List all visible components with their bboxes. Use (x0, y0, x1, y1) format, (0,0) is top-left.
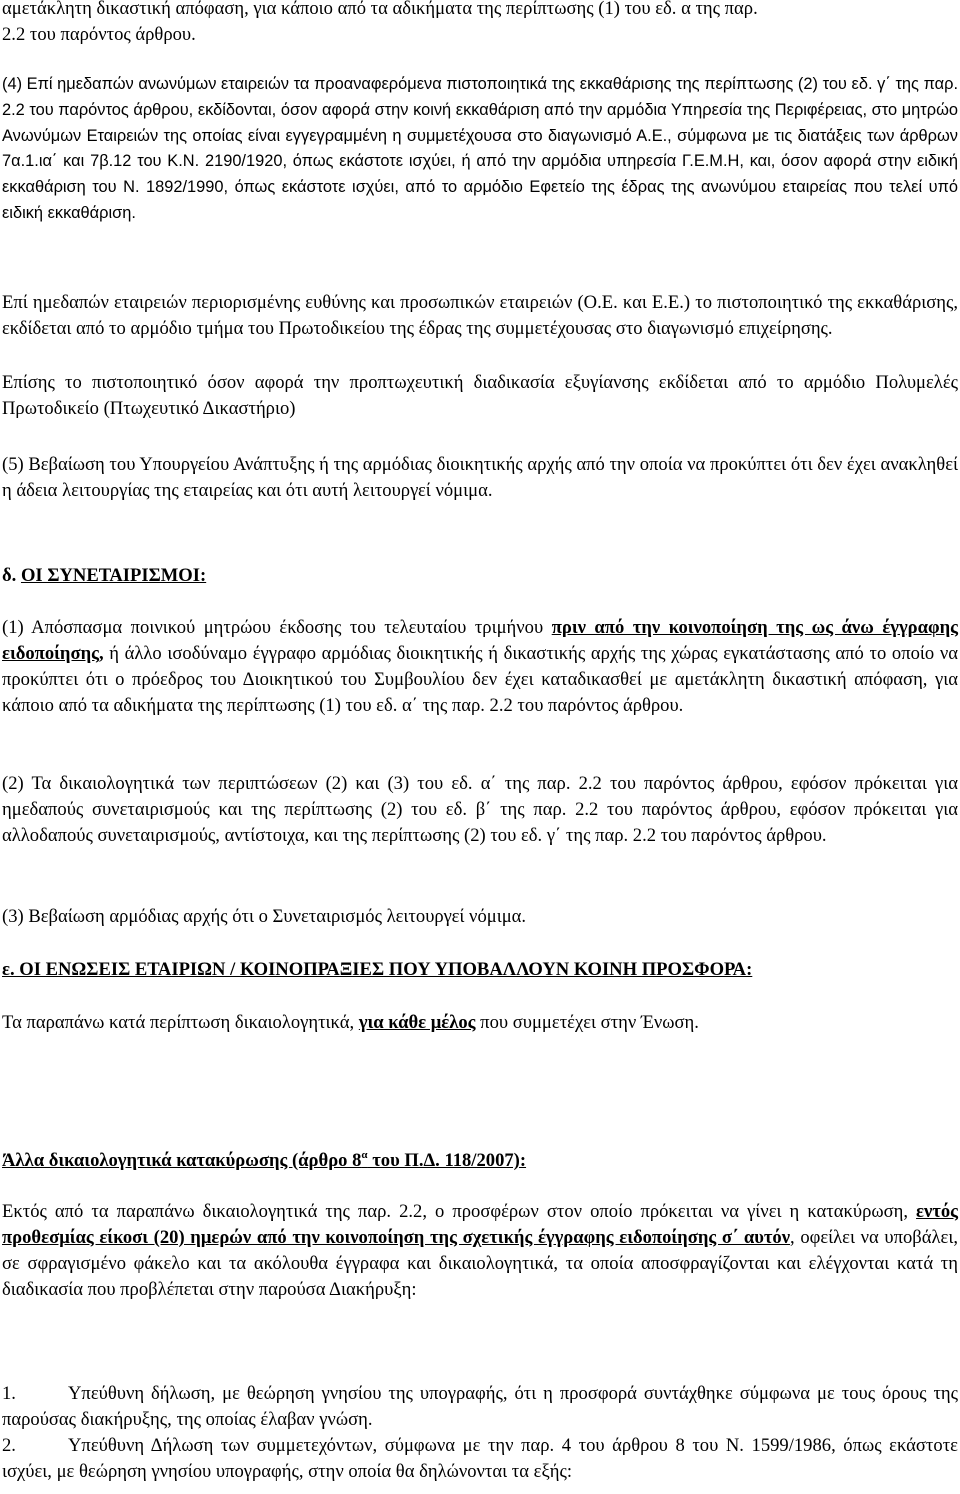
award-intro-start: Εκτός από τα παραπάνω δικαιολογητικά της παρ. 2.2, ο προσφέρων στον οποίο πρόκειται να γίνει η κατακύρωση, (2, 1201, 917, 1222)
paragraph-coop-1 (2, 615, 958, 719)
coop-1-text-start: (1) Απόσπασμα ποινικού μητρώου έκδοσης του τελευταίου τριμήνου (2, 617, 552, 638)
section-heading-award-documents (2, 1148, 958, 1174)
unions-text-start: Τα παραπάνω κατά περίπτωση δικαιολογητικά, (2, 1012, 359, 1033)
list-item-1 (2, 1381, 958, 1433)
award-intro-emphasis: εντός προθεσμίας είκοσι (20) ημερών από την κοινοποίηση της σχετικής έγγραφης ειδοποίησης σ΄ αυτόν (2, 1201, 958, 1248)
paragraph-coop-2: (2) Τα δικαιολογητικά των περιπτώσεων (2) και (3) του εδ. α΄ της παρ. 2.2 του παρόντος άρθρου, εφόσον πρόκειται για ημεδαπούς συνεταιρισμούς και της περίπτωσης (2) του εδ. β΄ της παρ. 2.2 του παρόντος άρθρου, εφόσον πρόκειται για αλλοδαπούς συνεταιρισμούς, αντίστοιχα, και της περίπτωσης (2) του εδ. γ΄ της παρ. 2.2 του παρόντος άρθρου. (2, 773, 958, 846)
section-title: ΟΙ ΣΥΝΕΤΑΙΡΙΣΜΟΙ: (20, 565, 207, 586)
paragraph-unions (2, 1010, 958, 1036)
unions-emphasis: για κάθε μέλος (358, 1012, 476, 1033)
award-heading-start: Άλλα δικαιολογητικά κατακύρωσης (άρθρο 8 (2, 1150, 362, 1171)
paragraph-item-5: (5) Βεβαίωση του Υπουργείου Ανάπτυξης ή της αρμόδιας διοικητικής αρχής από την οποία να προκύπτει ότι δεν έχει ανακληθεί η άδεια λειτουργίας της εταιρείας και ότι αυτή λειτουργεί νόμιμα. (2, 454, 958, 501)
coop-1-emphasis: πριν από την κοινοποίηση της ως άνω έγγραφης ειδοποίησης, (2, 617, 958, 664)
section-heading-unions: ε. ΟΙ ΕΝΩΣΕΙΣ ΕΤΑΙΡΙΩΝ / ΚΟΙΝΟΠΡΑΞΙΕΣ ΠΟΥ ΥΠΟΒΑΛΛΟΥΝ ΚΟΙΝΗ ΠΡΟΣΦΟΡΑ: (2, 959, 753, 980)
continuation-paragraph (2, 0, 958, 48)
paragraph-pre-bankruptcy: Επίσης το πιστοποιητικό όσον αφορά την προπτωχευτική διαδικασία εξυγίανσης εκδίδεται από το αρμόδιο Πολυμελές Πρωτοδικείο (Πτωχευτικό Δικαστήριο) (2, 372, 958, 419)
award-heading-superscript: α (361, 1148, 368, 1161)
award-heading-end: του Π.Δ. 118/2007): (367, 1150, 527, 1171)
list-item-2-text: Υπεύθυνη Δήλωση των συμμετεχόντων, σύμφωνα με την παρ. 4 του άρθρου 8 του Ν. 1599/1986, όπως εκάστοτε ισχύει, με θεώρηση γνησίου υπογραφής, στην οποία θα δηλώνονται τα εξής: (2, 1435, 958, 1482)
continuation-line-1: αμετάκλητη δικαστική απόφαση, για κάποιο από τα αδικήματα της περίπτωσης (1) του εδ. α της παρ. (2, 0, 758, 19)
list-item-2 (2, 1433, 958, 1485)
paragraph-item-4: (4) Επί ημεδαπών ανωνύμων εταιρειών τα προαναφερόμενα πιστοποιητικά της εκκαθάρισης της περίπτωσης (2) του εδ. γ΄ της παρ. 2.2 του παρόντος άρθρου, εκδίδονται, όσον αφορά στην κοινή εκκαθάριση από την αρμόδια Υπηρεσία της Περιφέρειας, στο μητρώο Ανωνύμων Εταιρειών της οποίας είναι εγγεγραμμένη η συμμετέχουσα στο διαγωνισμό Α.Ε., σύμφωνα με τις διατάξεις των άρθρων 7α.1.ια΄ και 7β.12 του Κ.Ν. 2190/1920, όπως εκάστοτε ισχύει, ή από την αρμόδια υπηρεσία Γ.Ε.Μ.Η, και, όσον αφορά στην ειδική εκκαθάριση του Ν. 1892/1990, όπως εκάστοτε ισχύει, από το αρμόδιο Εφετείο της έδρας της ανωνύμου εταιρείας που τελεί υπό ειδική εκκαθάριση. (2, 75, 958, 222)
paragraph-award-intro (2, 1199, 958, 1303)
award-intro-end: , οφείλει να υποβάλει, σε σφραγισμένο φάκελο και τα ακόλουθα έγγραφα και δικαιολογητικά, τα οποία αποσφραγίζονται και ελέγχονται κατά τη διαδικασία που προβλέπεται στην παρούσα Διακήρυξη: (2, 1227, 958, 1300)
list-item-2-number: 2. (2, 1435, 16, 1456)
list-item-1-text: Υπεύθυνη δήλωση, με θεώρηση γνησίου της υπογραφής, ότι η προσφορά συντάχθηκε σύμφωνα με τους όρους της παρούσας διακήρυξης, της οποίας έλαβαν γνώση. (2, 1383, 958, 1430)
section-number: δ. (2, 565, 17, 586)
unions-text-end: που συμμετέχει στην Ένωση. (475, 1012, 699, 1033)
list-item-1-number: 1. (2, 1383, 16, 1404)
paragraph-coop-3: (3) Βεβαίωση αρμόδιας αρχής ότι ο Συνεταιρισμός λειτουργεί νόμιμα. (2, 906, 527, 927)
paragraph-limited-companies: Επί ημεδαπών εταιρειών περιορισμένης ευθύνης και προσωπικών εταιρειών (Ο.Ε. και Ε.Ε.) το πιστοποιητικό της εκκαθάρισης, εκδίδεται από το αρμόδιο τμήμα του Πρωτοδικείου της έδρας της συμμετέχουσας στο διαγωνισμό επιχείρησης. (2, 292, 958, 339)
section-heading-cooperatives (2, 563, 958, 589)
coop-1-text-end: ή άλλο ισοδύναμο έγγραφο αρμόδιας διοικητικής ή δικαστικής αρχής της χώρας εγκατάστασης από το οποίο να προκύπτει ότι ο πρόεδρος του Διοικητικού του Συμβουλίου δεν έχει καταδικασθεί με αμετάκλητη δικαστική απόφαση, για κάποιο από τα αδικήματα της περίπτωσης (1) του εδ. α΄ της παρ. 2.2 του παρόντος άρθρου. (2, 643, 958, 716)
continuation-line-2: 2.2 του παρόντος άρθρου. (2, 24, 196, 45)
